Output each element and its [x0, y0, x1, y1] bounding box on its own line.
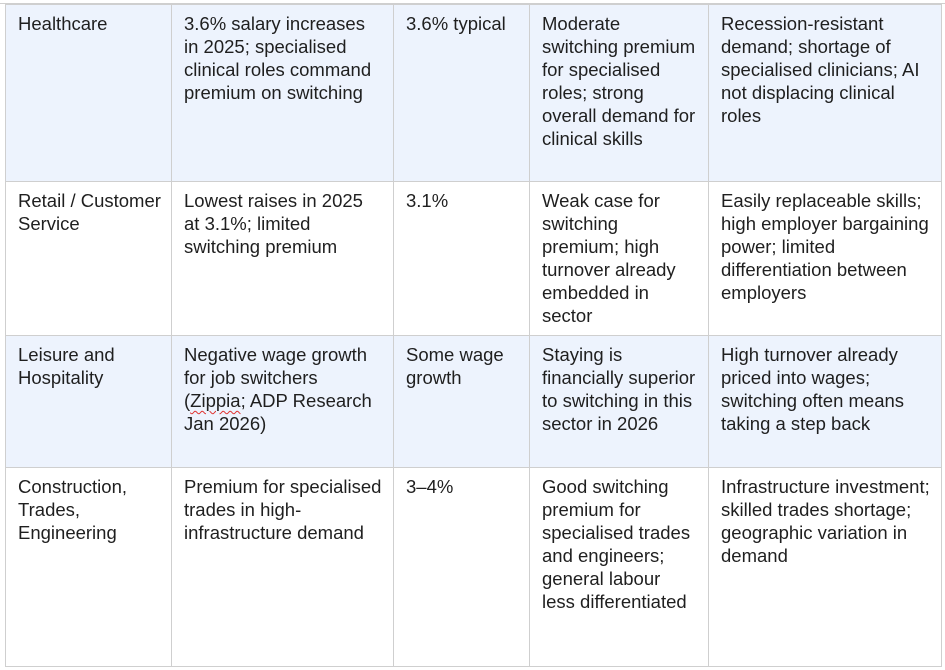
- table-row: [6, 336, 942, 468]
- salary-trend-cell: 3.6% salary increases in 2025; specialised clinical roles command premium on switching: [172, 5, 394, 182]
- typical-raise-cell: 3.1%: [394, 182, 530, 336]
- switching-case-cell: Staying is financially superior to switching in this sector in 2026: [530, 336, 709, 468]
- document-page: [5, 4, 941, 667]
- sector-cell: Healthcare: [6, 5, 172, 182]
- sector-cell: Leisure and Hospitality: [6, 336, 172, 468]
- typical-raise-cell: 3.6% typical: [394, 5, 530, 182]
- table-row: [6, 182, 942, 336]
- salary-trend-cell: Premium for specialised trades in high-infrastructure demand: [172, 468, 394, 667]
- sector-comparison-table: [5, 4, 942, 667]
- salary-trend-cell: [172, 336, 394, 468]
- drivers-cell: High turnover already priced into wages; switching often means taking a step back: [709, 336, 942, 468]
- table-row: [6, 468, 942, 667]
- table-row: [6, 5, 942, 182]
- salary-trend-cell: Lowest raises in 2025 at 3.1%; limited switching premium: [172, 182, 394, 336]
- drivers-cell: Infrastructure investment; skilled trades shortage; geographic variation in demand: [709, 468, 942, 667]
- sector-cell: Construction, Trades, Engineering: [6, 468, 172, 667]
- switching-case-cell: Moderate switching premium for specialised roles; strong overall demand for clinical skills: [530, 5, 709, 182]
- drivers-cell: Recession-resistant demand; shortage of specialised clinicians; AI not displacing clinical roles: [709, 5, 942, 182]
- typical-raise-cell: Some wage growth: [394, 336, 530, 468]
- drivers-cell: Easily replaceable skills; high employer bargaining power; limited differentiation between employers: [709, 182, 942, 336]
- salary-trend-text: ; ADP Research Jan 2026): [184, 390, 372, 434]
- salary-trend-text: Negative wage growth for job switchers (: [184, 344, 368, 411]
- switching-case-cell: Weak case for switching premium; high turnover already embedded in sector: [530, 182, 709, 336]
- sector-cell: Retail / Customer Service: [6, 182, 172, 336]
- spellcheck-flagged-word[interactable]: Zippia: [190, 390, 241, 411]
- switching-case-cell: Good switching premium for specialised trades and engineers; general labour less differentiated: [530, 468, 709, 667]
- typical-raise-cell: 3–4%: [394, 468, 530, 667]
